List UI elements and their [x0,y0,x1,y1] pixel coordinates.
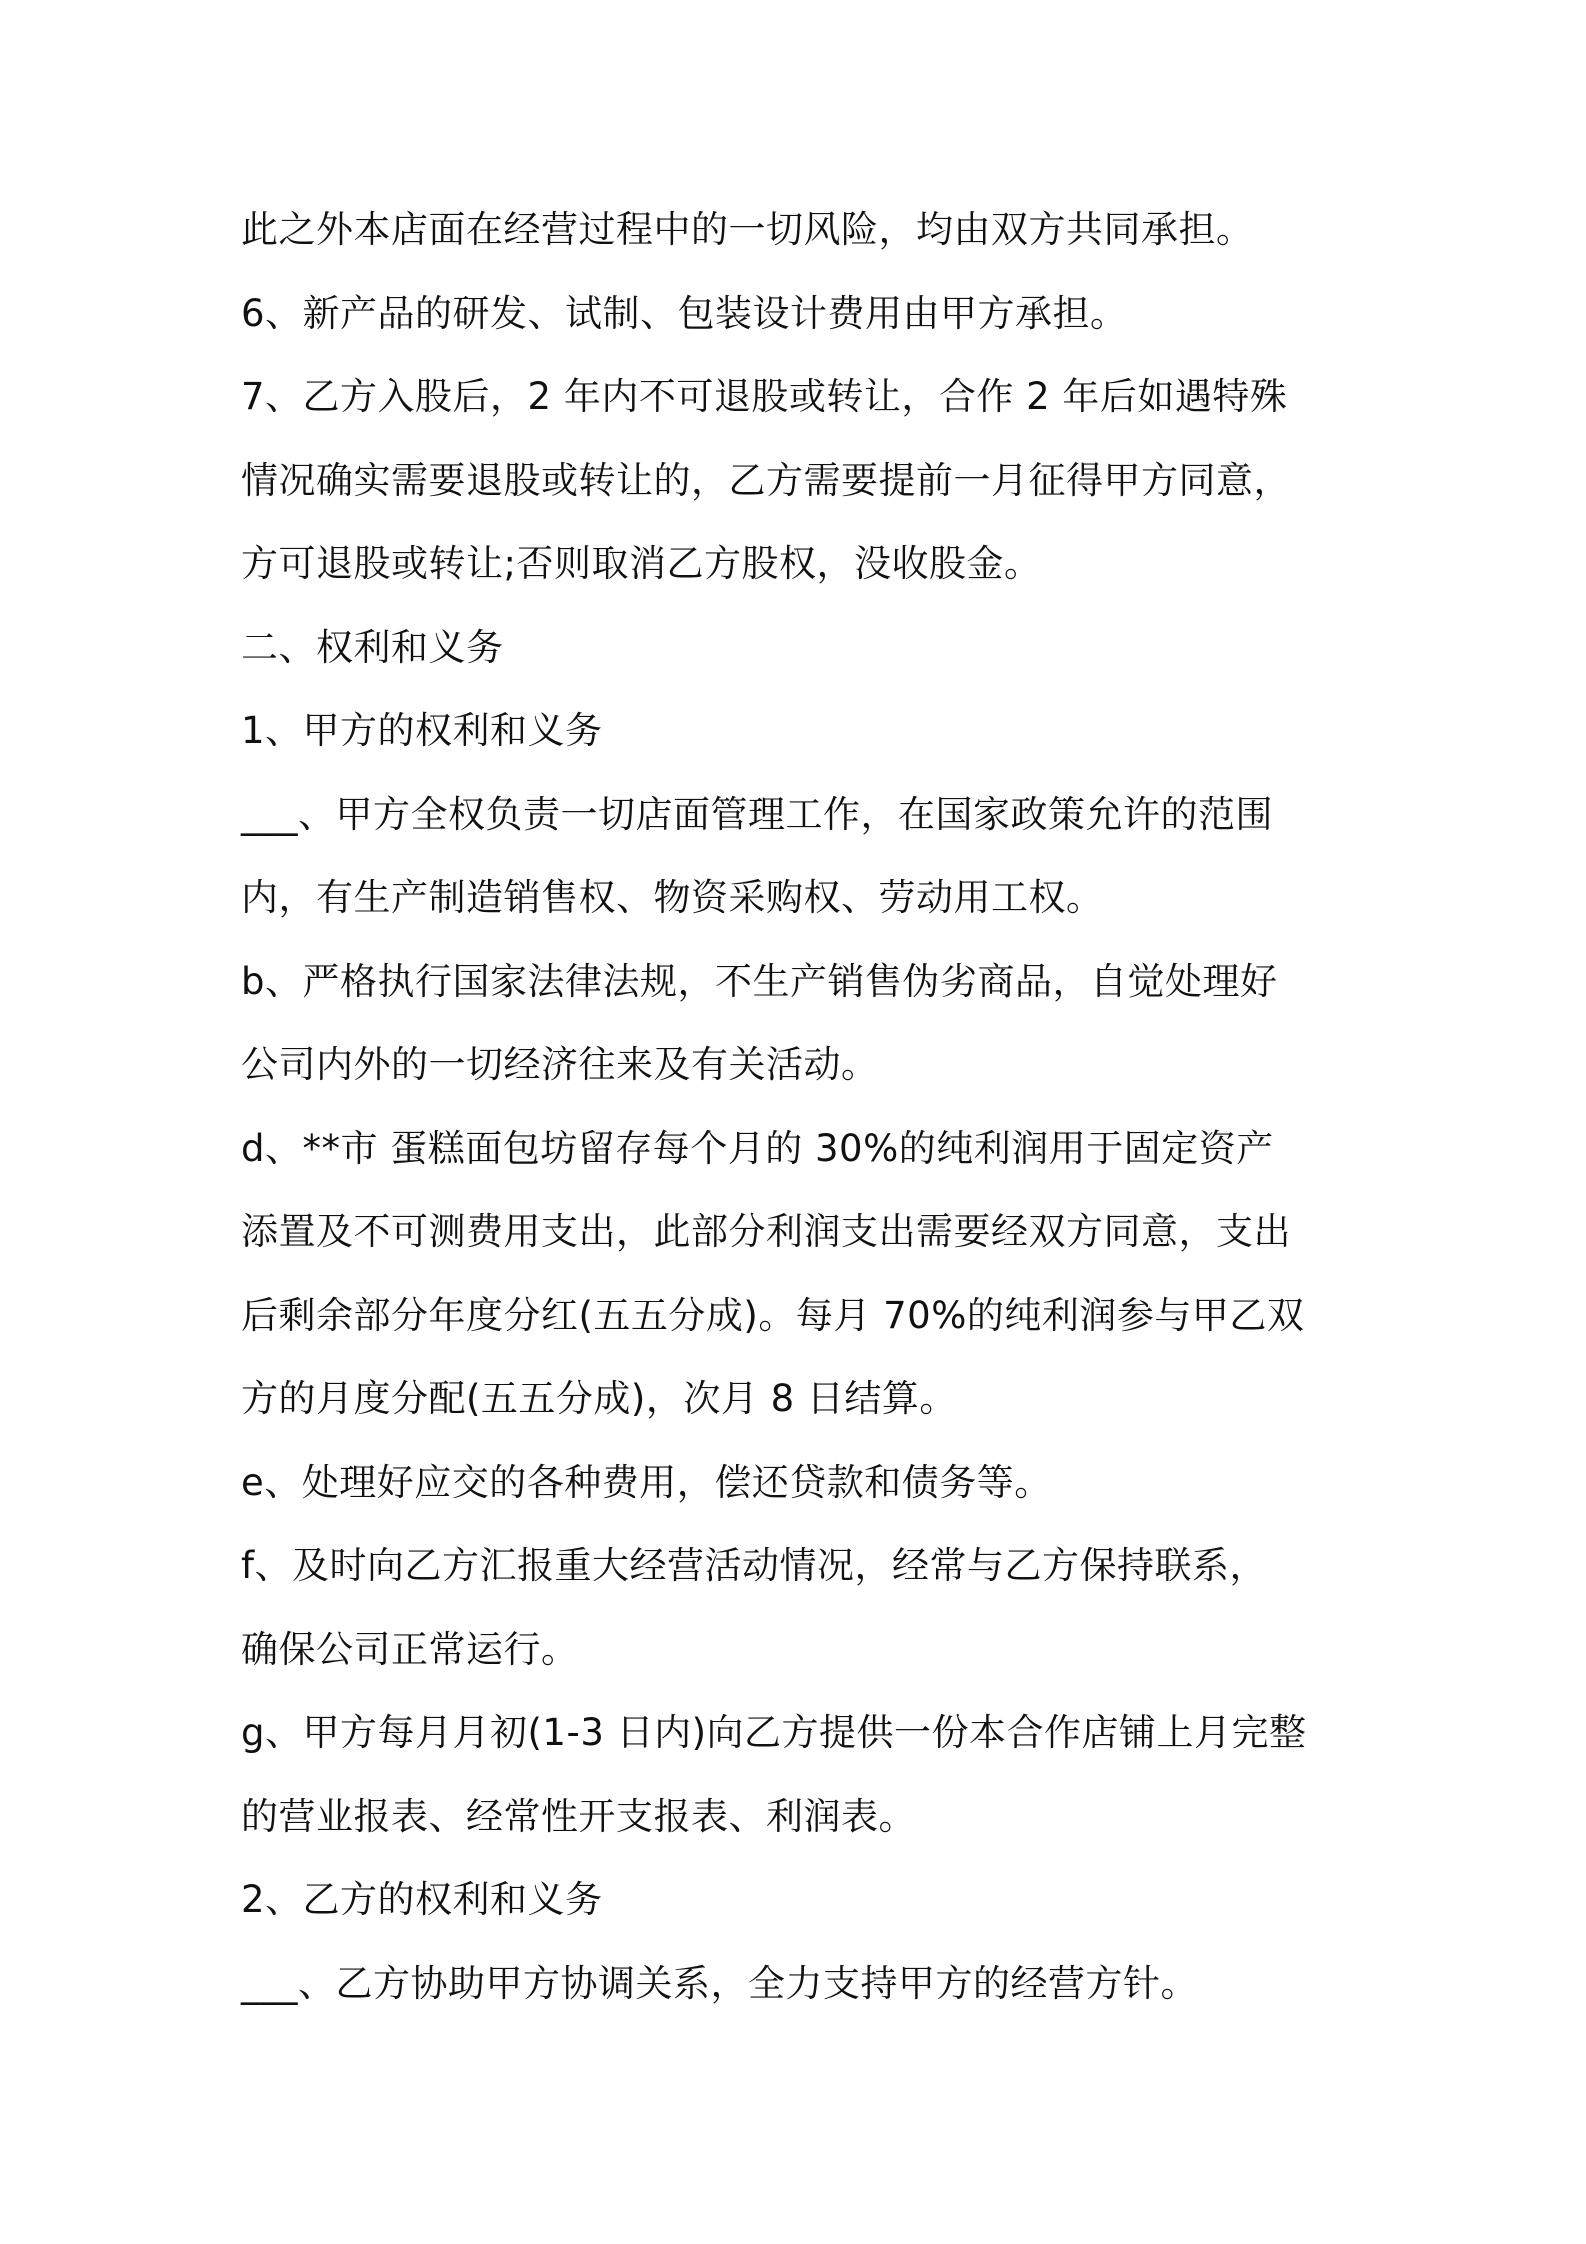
text-line-4: 情况确实需要退股或转让的，乙方需要提前一月征得甲方同意， [241,458,1291,502]
section-heading-rights: 二、权利和义务 [241,625,504,669]
text-line-14: 后剩余部分年度分红(五五分成)。每月 70%的纯利润参与甲乙双 [241,1293,1305,1337]
document-body [241,198,1361,2035]
text-line-17: f、及时向乙方汇报重大经营活动情况，经常与乙方保持联系， [241,1544,1268,1587]
text-line-2: 6、新产品的研发、试制、包装设计费用由甲方承担。 [241,291,1128,335]
text-line-20: 的营业报表、经常性开支报表、利润表。 [241,1794,916,1838]
subheading-party-b: 2、乙方的权利和义务 [241,1878,603,1921]
text-line-1: 此之外本店面在经营过程中的一切风险，均由双方共同承担。 [241,208,1254,251]
text-line-18: 确保公司正常运行。 [241,1627,579,1671]
text-line-19: g、甲方每月月初(1-3 日内)向乙方提供一份本合作店铺上月完整 [241,1711,1307,1754]
text-line-10: b、严格执行国家法律法规，不生产销售伪劣商品，自觉处理好 [241,959,1278,1003]
text-line-8: ___、甲方全权负责一切店面管理工作，在国家政策允许的范围 [241,792,1273,836]
text-line-15: 方的月度分配(五五分成)，次月 8 日结算。 [241,1377,957,1420]
text-line-12: d、**市 蛋糕面包坊留存每个月的 30%的纯利润用于固定资产 [241,1126,1274,1170]
subheading-party-a: 1、甲方的权利和义务 [241,709,603,752]
text-line-3: 7、乙方入股后，2 年内不可退股或转让，合作 2 年后如遇特殊 [241,375,1288,418]
text-line-16: e、处理好应交的各种费用，偿还贷款和债务等。 [241,1460,1052,1504]
text-line-22: ___、乙方协助甲方协调关系，全力支持甲方的经营方针。 [241,1961,1198,2005]
text-line-9: 内，有生产制造销售权、物资采购权、劳动用工权。 [241,876,1104,919]
text-line-11: 公司内外的一切经济往来及有关活动。 [241,1043,879,1086]
text-line-5: 方可退股或转让;否则取消乙方股权，没收股金。 [241,542,1042,585]
text-line-13: 添置及不可测费用支出，此部分利润支出需要经双方同意，支出 [241,1210,1291,1253]
